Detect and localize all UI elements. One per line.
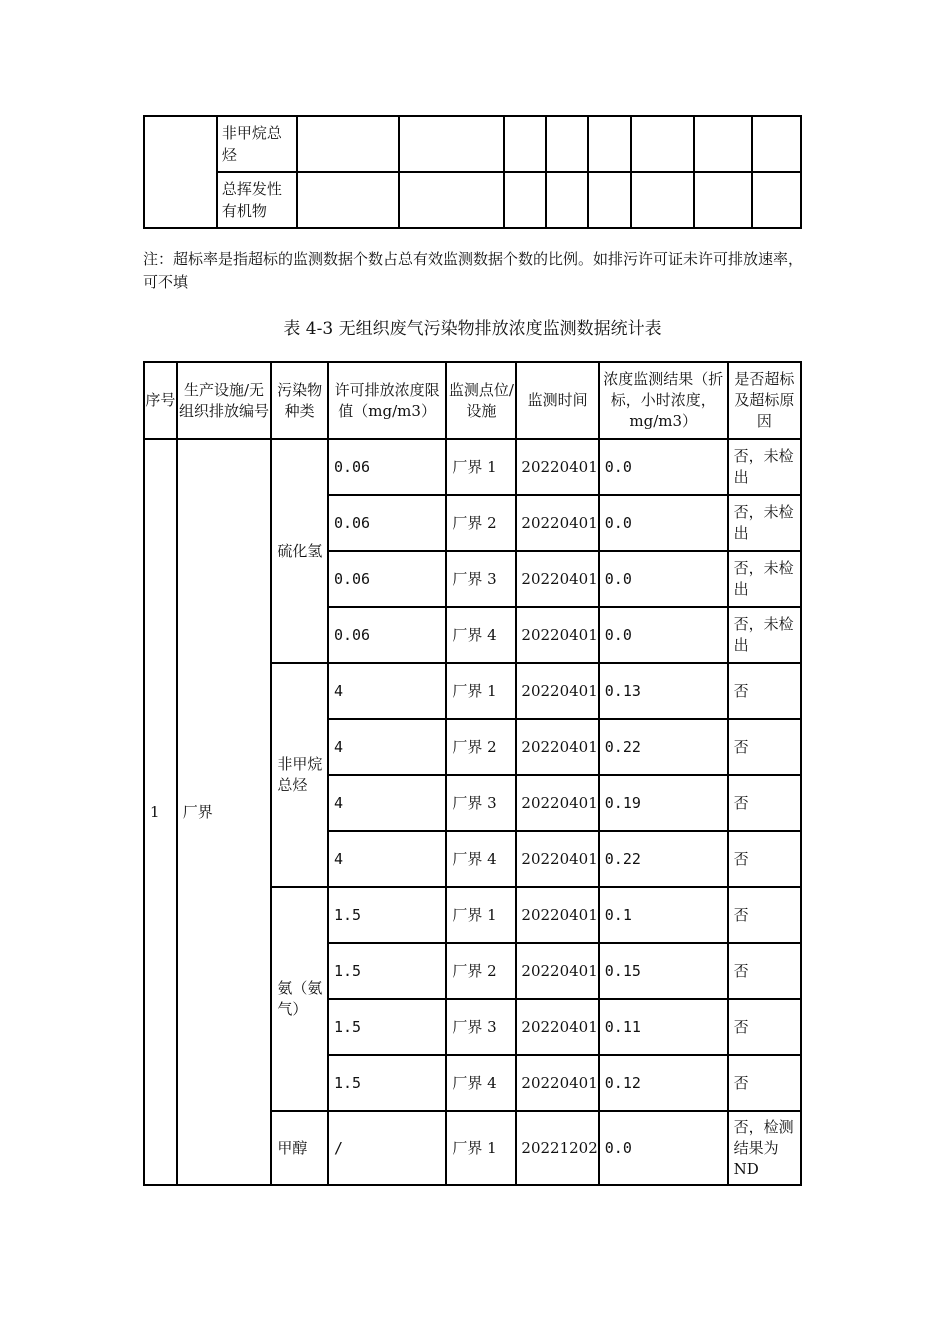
empty-cell bbox=[504, 116, 546, 172]
exceed-cell: 否 bbox=[728, 1055, 801, 1111]
empty-cell bbox=[752, 172, 801, 228]
exceed-cell: 否，检测结果为 ND bbox=[728, 1111, 801, 1185]
exceed-cell: 否，未检出 bbox=[728, 607, 801, 663]
limit-cell: 1.5 bbox=[328, 943, 446, 999]
previous-table-continuation bbox=[143, 115, 802, 229]
monitoring-time-cell: 20220401 bbox=[516, 663, 598, 719]
table-row bbox=[144, 172, 801, 228]
header-point: 监测点位/设施 bbox=[446, 362, 516, 439]
facility-cell: 厂界 bbox=[177, 439, 272, 1185]
pollutant-cell: 非甲烷总烃 bbox=[271, 663, 328, 887]
result-cell: 0.11 bbox=[599, 999, 728, 1055]
monitoring-time-cell: 20220401 bbox=[516, 439, 598, 495]
monitoring-point-cell: 厂界 4 bbox=[446, 607, 516, 663]
limit-cell: 4 bbox=[328, 719, 446, 775]
merged-empty-cell bbox=[144, 116, 217, 228]
limit-cell: / bbox=[328, 1111, 446, 1185]
limit-cell: 4 bbox=[328, 663, 446, 719]
empty-cell bbox=[297, 172, 399, 228]
exceed-cell: 否 bbox=[728, 831, 801, 887]
limit-cell: 1.5 bbox=[328, 887, 446, 943]
monitoring-point-cell: 厂界 3 bbox=[446, 999, 516, 1055]
empty-cell bbox=[546, 172, 588, 228]
monitoring-point-cell: 厂界 3 bbox=[446, 775, 516, 831]
monitoring-point-cell: 厂界 1 bbox=[446, 439, 516, 495]
header-seq: 序号 bbox=[144, 362, 177, 439]
exceed-cell: 否 bbox=[728, 887, 801, 943]
header-result: 浓度监测结果（折标，小时浓度，mg/m3） bbox=[599, 362, 728, 439]
monitoring-point-cell: 厂界 2 bbox=[446, 943, 516, 999]
empty-cell bbox=[631, 116, 694, 172]
result-cell: 0.13 bbox=[599, 663, 728, 719]
monitoring-point-cell: 厂界 1 bbox=[446, 1111, 516, 1185]
empty-cell bbox=[694, 172, 752, 228]
monitoring-time-cell: 20221202 bbox=[516, 1111, 598, 1185]
monitoring-time-cell: 20220401 bbox=[516, 999, 598, 1055]
monitoring-time-cell: 20220401 bbox=[516, 719, 598, 775]
exceed-cell: 否 bbox=[728, 999, 801, 1055]
monitoring-point-cell: 厂界 3 bbox=[446, 551, 516, 607]
exceed-cell: 否，未检出 bbox=[728, 439, 801, 495]
monitoring-point-cell: 厂界 2 bbox=[446, 495, 516, 551]
empty-cell bbox=[297, 116, 399, 172]
result-cell: 0.22 bbox=[599, 831, 728, 887]
empty-cell bbox=[752, 116, 801, 172]
pollutant-cell: 硫化氢 bbox=[271, 439, 328, 663]
empty-cell bbox=[399, 172, 505, 228]
result-cell: 0.1 bbox=[599, 887, 728, 943]
table-note: 注：超标率是指超标的监测数据个数占总有效监测数据个数的比例。如排污许可证未许可排放速率，可不填 bbox=[143, 250, 804, 291]
fugitive-emission-monitoring-table bbox=[143, 361, 802, 1186]
table-row bbox=[144, 116, 801, 172]
limit-cell: 4 bbox=[328, 775, 446, 831]
header-exceed: 是否超标及超标原因 bbox=[728, 362, 801, 439]
pollutant-cell: 甲醇 bbox=[271, 1111, 328, 1185]
result-cell: 0.12 bbox=[599, 1055, 728, 1111]
limit-cell: 0.06 bbox=[328, 607, 446, 663]
limit-cell: 4 bbox=[328, 831, 446, 887]
empty-cell bbox=[694, 116, 752, 172]
empty-cell bbox=[631, 172, 694, 228]
limit-cell: 0.06 bbox=[328, 551, 446, 607]
header-pollutant: 污染物种类 bbox=[271, 362, 328, 439]
limit-cell: 0.06 bbox=[328, 439, 446, 495]
seq-cell: 1 bbox=[144, 439, 177, 1185]
exceed-cell: 否，未检出 bbox=[728, 551, 801, 607]
header-limit: 许可排放浓度限值（mg/m3） bbox=[328, 362, 446, 439]
result-cell: 0.0 bbox=[599, 1111, 728, 1185]
limit-cell: 1.5 bbox=[328, 999, 446, 1055]
pollutant-cell: 总挥发性有机物 bbox=[217, 172, 297, 228]
table-caption: 表 4-3 无组织废气污染物排放浓度监测数据统计表 bbox=[283, 319, 662, 339]
monitoring-time-cell: 20220401 bbox=[516, 887, 598, 943]
exceed-cell: 否 bbox=[728, 775, 801, 831]
header-row bbox=[144, 362, 801, 439]
result-cell: 0.15 bbox=[599, 943, 728, 999]
monitoring-point-cell: 厂界 2 bbox=[446, 719, 516, 775]
monitoring-time-cell: 20220401 bbox=[516, 551, 598, 607]
pollutant-cell: 氨（氨气） bbox=[271, 887, 328, 1111]
header-time: 监测时间 bbox=[516, 362, 598, 439]
exceed-cell: 否 bbox=[728, 943, 801, 999]
monitoring-time-cell: 20220401 bbox=[516, 495, 598, 551]
result-cell: 0.0 bbox=[599, 439, 728, 495]
result-cell: 0.0 bbox=[599, 495, 728, 551]
monitoring-time-cell: 20220401 bbox=[516, 943, 598, 999]
header-facility: 生产设施/无组织排放编号 bbox=[177, 362, 272, 439]
empty-cell bbox=[588, 116, 631, 172]
limit-cell: 1.5 bbox=[328, 1055, 446, 1111]
empty-cell bbox=[546, 116, 588, 172]
table-row bbox=[144, 439, 801, 495]
result-cell: 0.0 bbox=[599, 607, 728, 663]
monitoring-point-cell: 厂界 4 bbox=[446, 1055, 516, 1111]
empty-cell bbox=[588, 172, 631, 228]
exceed-cell: 否 bbox=[728, 719, 801, 775]
empty-cell bbox=[399, 116, 505, 172]
pollutant-cell: 非甲烷总烃 bbox=[217, 116, 297, 172]
limit-cell: 0.06 bbox=[328, 495, 446, 551]
monitoring-time-cell: 20220401 bbox=[516, 775, 598, 831]
result-cell: 0.0 bbox=[599, 551, 728, 607]
result-cell: 0.22 bbox=[599, 719, 728, 775]
monitoring-time-cell: 20220401 bbox=[516, 831, 598, 887]
exceed-cell: 否，未检出 bbox=[728, 495, 801, 551]
monitoring-point-cell: 厂界 1 bbox=[446, 663, 516, 719]
monitoring-point-cell: 厂界 4 bbox=[446, 831, 516, 887]
monitoring-point-cell: 厂界 1 bbox=[446, 887, 516, 943]
exceed-cell: 否 bbox=[728, 663, 801, 719]
monitoring-time-cell: 20220401 bbox=[516, 607, 598, 663]
empty-cell bbox=[504, 172, 546, 228]
monitoring-time-cell: 20220401 bbox=[516, 1055, 598, 1111]
result-cell: 0.19 bbox=[599, 775, 728, 831]
